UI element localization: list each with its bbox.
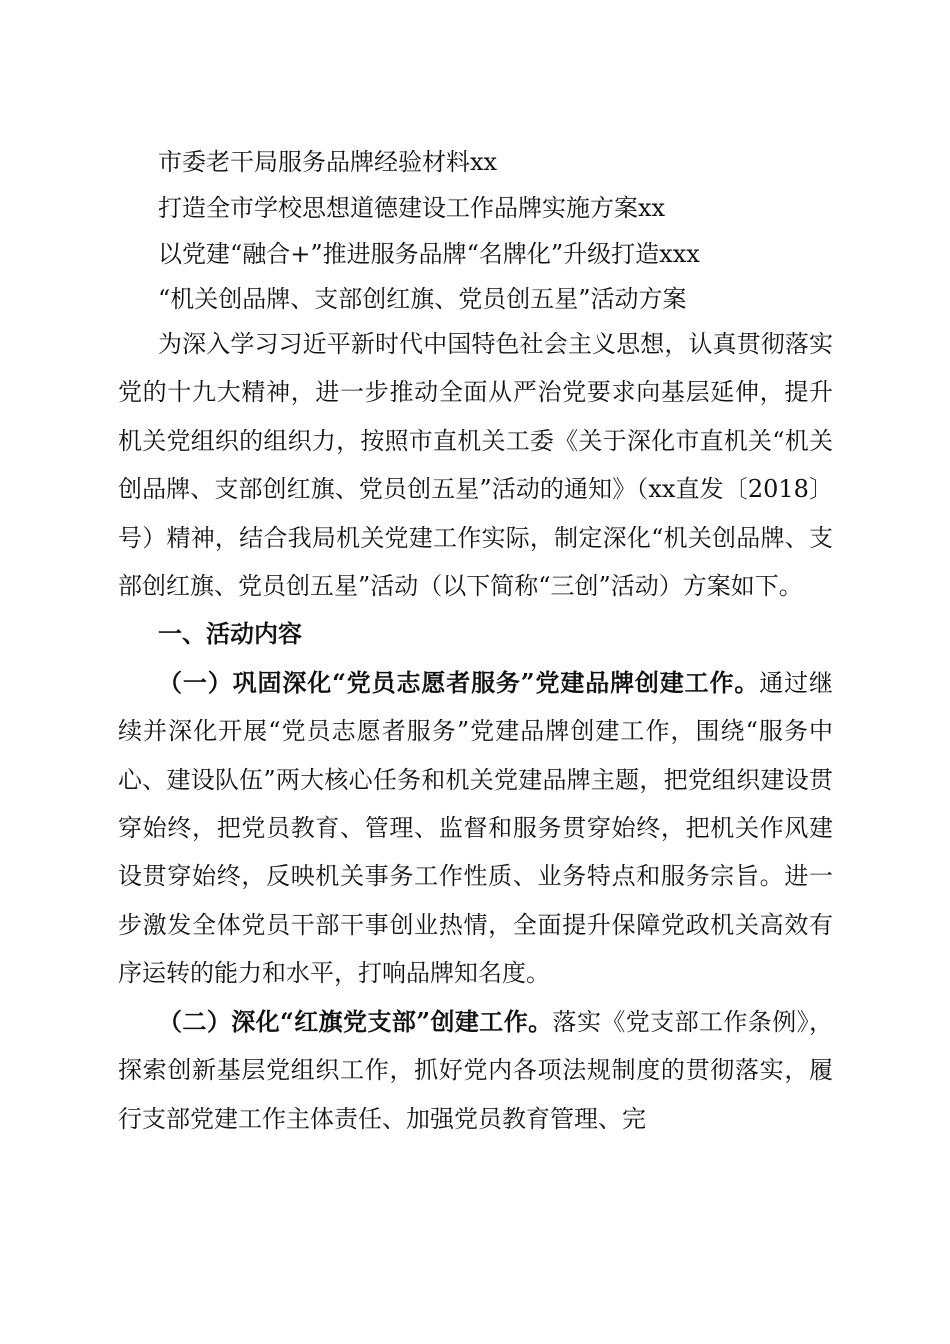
document-body bbox=[118, 320, 833, 1143]
section-heading-activity-content: 一、活动内容 bbox=[158, 620, 302, 649]
intro-paragraph: 为深入学习习近平新时代中国特色社会主义思想，认真贯彻落实党的十九大精神，进一步推动全面从严治党要求向基层延伸，提升机关党组织的组织力，按照市直机关工委《关于深化市直机关“机关创品牌、支部创红旗、党员创五星”活动的通知》（xx直发〔2018〕号）精神，结合我局机关党建工作实际，制定深化“机关创品牌、支部创红旗、党员创五星”活动（以下简称“三创”活动）方案如下。 bbox=[118, 330, 833, 601]
item-2-paragraph bbox=[118, 998, 833, 1143]
item-2-lead: （二）深化“红旗党支部”创建工作。 bbox=[158, 1006, 553, 1036]
item-1-lead: （一）巩固深化“党员志愿者服务”党建品牌创建工作。 bbox=[158, 667, 760, 697]
header-line-1: 市委老干局服务品牌经验材料xx bbox=[158, 148, 498, 176]
header-line-2: 打造全市学校思想道德建设工作品牌实施方案xx bbox=[158, 194, 666, 222]
header-line-3: 以党建“融合+”推进服务品牌“名牌化”升级打造xxx bbox=[158, 240, 700, 268]
item-2-text: 落实《党支部工作条例》，探索创新基层党组织工作，抓好党内各项法规制度的贯彻落实，履行支部党建工作主体责任、加强党员教育管理、完 bbox=[118, 1007, 834, 1133]
document-title: “机关创品牌、支部创红旗、党员创五星”活动方案 bbox=[158, 285, 687, 313]
item-1-text: 通过继续并深化开展“党员志愿者服务”党建品牌创建工作，围绕“服务中心、建设队伍”两大核心任务和机关党建品牌主题，把党组织建设贯穿始终，把党员教育、管理、监督和服务贯穿始终，把机关作风建设贯穿始终，反映机关事务工作性质、业务特点和服务宗旨。进一步激发全体党员干部干事创业热情，全面提升保障党政机关高效有序运转的能力和水平，打响品牌知名度。 bbox=[118, 668, 833, 988]
item-1-paragraph bbox=[118, 659, 833, 998]
